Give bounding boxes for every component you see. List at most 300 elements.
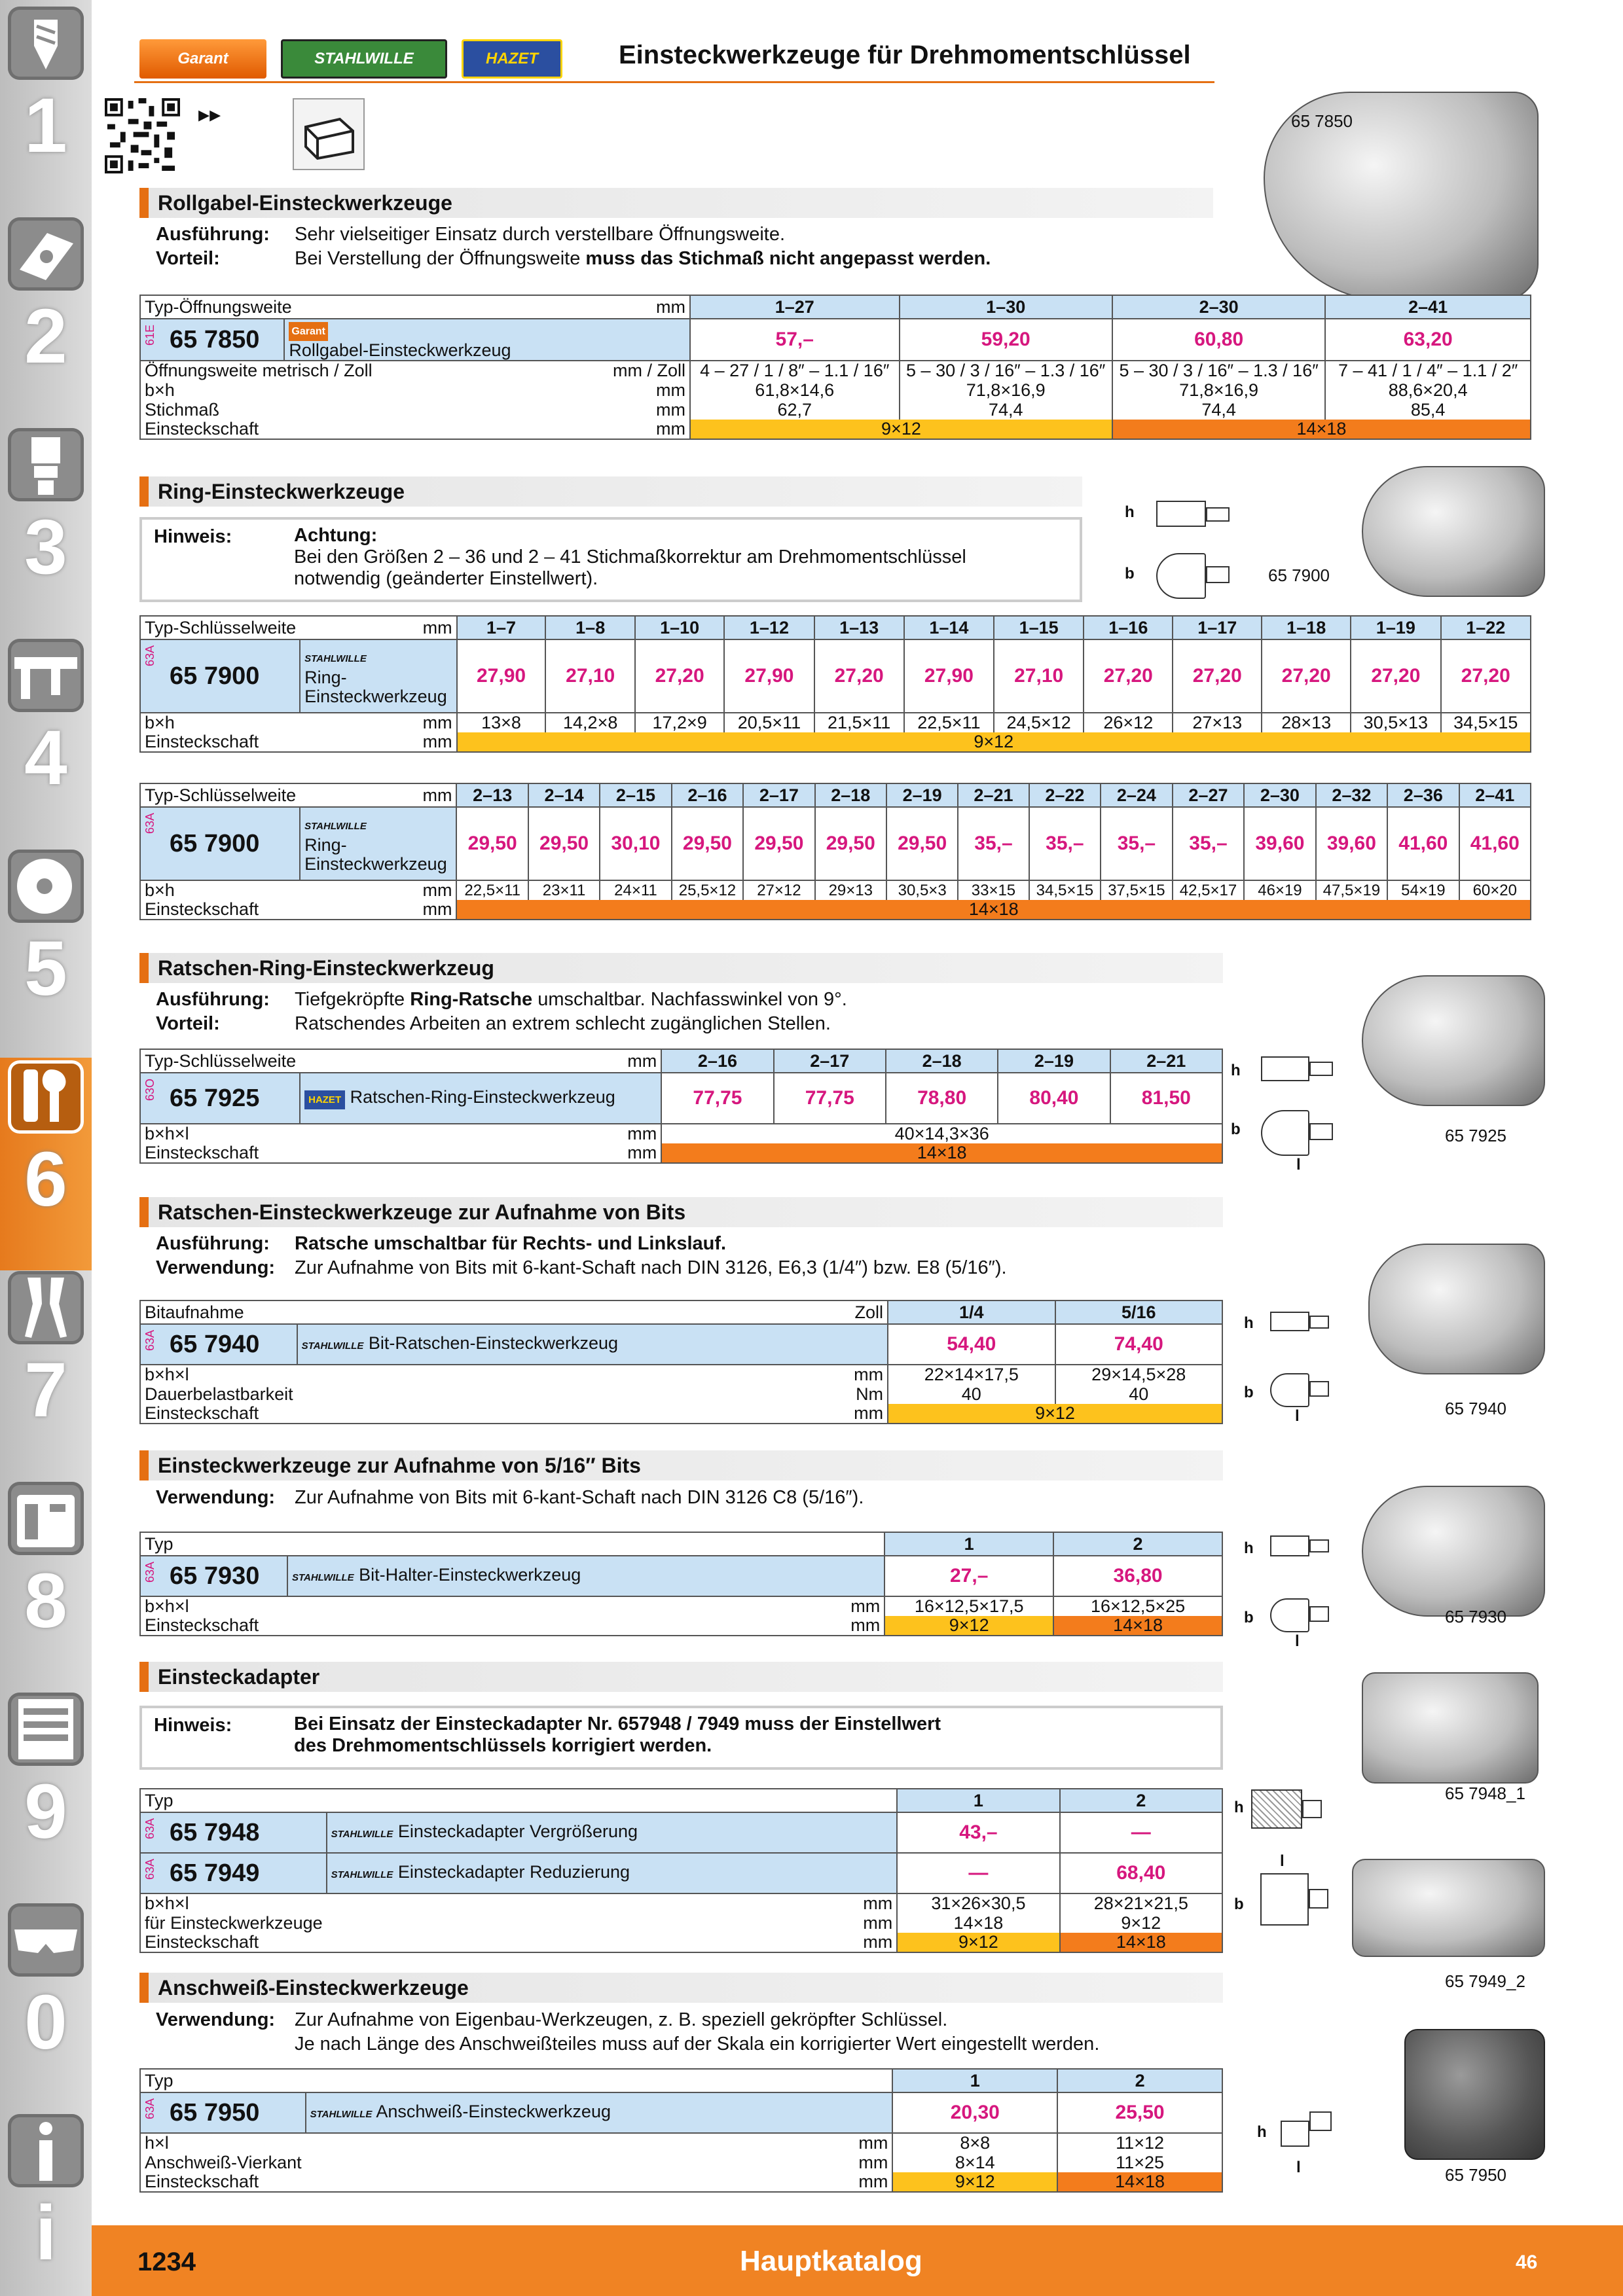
cell: 40 <box>1055 1384 1222 1404</box>
price: 20,30 <box>892 2092 1057 2133</box>
col-header: 2–17 <box>743 783 814 807</box>
chapter-tab-1[interactable] <box>0 4 92 217</box>
brand-logos <box>139 39 562 81</box>
row-label: b×h×l <box>140 1893 327 1913</box>
ausfuehrung-value: umschaltbar. Nachfasswinkel von 9°. <box>532 989 847 1010</box>
cell: 22,5×11 <box>904 713 994 732</box>
header-label: Typ-Öffnungsweite <box>140 295 412 319</box>
spec-lines <box>156 988 847 1036</box>
brand-logo-small: STAHLWILLE <box>310 2108 373 2120</box>
toolbox-icon <box>8 1482 84 1555</box>
row-unit: mm <box>297 1404 888 1424</box>
cell: 30,5×3 <box>886 880 958 900</box>
row-unit: mm <box>327 1933 898 1952</box>
row-label: für Einsteckwerkzeuge <box>140 1913 327 1933</box>
product-name <box>300 639 456 713</box>
section-title-text: Einsteckwerkzeuge zur Aufnahme von 5/16″ Bits <box>158 1453 641 1477</box>
chapter-number: 1 <box>24 82 67 169</box>
row-label: Einsteckschaft <box>140 732 300 752</box>
col-header: 1–12 <box>724 616 814 639</box>
category-code: 63A <box>143 1330 156 1352</box>
row-unit: mm <box>412 420 690 439</box>
product-code <box>140 1556 287 1596</box>
header-label: Typ-Schlüsselweite <box>140 1049 300 1073</box>
price: 77,75 <box>774 1073 886 1124</box>
cell: 23×11 <box>528 880 600 900</box>
row-unit: mm <box>327 1913 898 1933</box>
chapter-number: 6 <box>24 1136 67 1223</box>
row-unit: mm <box>300 1143 661 1163</box>
h-label: h <box>1244 1539 1254 1557</box>
category-code: 63A <box>143 1562 156 1583</box>
section-title <box>139 1973 1223 2003</box>
image-label: 65 7850 <box>1291 111 1353 131</box>
verwendung-value: Je nach Länge des Anschweißteiles muss auf der Skala ein korrigierter Wert eingestellt werden. <box>295 2034 1100 2054</box>
col-header: 1 <box>892 2069 1057 2092</box>
qr-code-icon[interactable] <box>105 98 180 173</box>
wrench-icon <box>8 1060 84 1134</box>
chapter-number: 2 <box>24 293 67 380</box>
price: 57,– <box>690 319 900 361</box>
row-label: b×h <box>140 880 300 900</box>
col-header: 1–8 <box>545 616 634 639</box>
brand-logo-small: STAHLWILLE <box>291 1571 354 1583</box>
hint-line: Bei Einsatz der Einsteckadapter Nr. 657948 / 7949 muss der Einstellwert <box>294 1713 941 1734</box>
verwendung-key: Verwendung: <box>156 2009 276 2030</box>
row-unit: mm <box>300 713 456 732</box>
row-unit: mm <box>287 1596 884 1616</box>
row-unit: mm <box>306 2172 893 2192</box>
row-label: Öffnungsweite metrisch / Zoll <box>140 361 412 380</box>
shaft-cell: 14×18 <box>1112 420 1531 439</box>
category-code: 63A <box>143 1859 156 1880</box>
caliper-icon <box>8 639 84 712</box>
verwendung-key: Verwendung: <box>156 1257 276 1278</box>
square-drive-symbol-icon <box>293 98 365 170</box>
row-label: b×h <box>140 380 412 400</box>
ausfuehrung-key: Ausführung: <box>156 224 270 245</box>
product-code-text: 65 7850 <box>170 325 260 353</box>
row-label: Einsteckschaft <box>140 1143 300 1163</box>
chapter-number: 0 <box>24 1979 67 2066</box>
cell: 31×26×30,5 <box>897 1893 1059 1913</box>
section-title <box>139 1450 1223 1480</box>
product-name-text: Anschweiß-Einsteckwerkzeug <box>376 2101 611 2121</box>
garant-logo: Garant <box>139 39 266 79</box>
product-code-text: 65 7900 <box>170 829 260 857</box>
price: 29,50 <box>672 807 744 880</box>
dimension-diagram-ring <box>1120 494 1250 605</box>
adapter-enlarging-image <box>1362 1672 1539 1784</box>
price: 78,80 <box>886 1073 998 1124</box>
row-unit: mm / Zoll <box>412 361 690 380</box>
hint-key: Hinweis: <box>154 1715 232 1736</box>
page-number: 1234 <box>137 2248 196 2276</box>
row-label: Einsteckschaft <box>140 1404 297 1424</box>
b-label: b <box>1125 565 1135 583</box>
b-label: b <box>1244 1384 1254 1401</box>
price: 63,20 <box>1325 319 1531 361</box>
cell: 62,7 <box>690 400 900 420</box>
shaft-cell: 14×18 <box>456 900 1531 920</box>
l-label: l <box>1280 1852 1285 1870</box>
price: 39,60 <box>1244 807 1315 880</box>
category-code: 63A <box>143 813 156 834</box>
product-code <box>140 319 284 361</box>
col-header: 2–22 <box>1029 783 1101 807</box>
product-table-adapters <box>139 1788 1223 1953</box>
shaft-cell: 14×18 <box>1053 1616 1222 1636</box>
cell: 11×12 <box>1057 2133 1222 2153</box>
ausfuehrung-key: Ausführung: <box>156 989 270 1010</box>
brand-logo-small: STAHLWILLE <box>301 1340 364 1352</box>
price: 27,20 <box>1351 639 1440 713</box>
header-label: Typ <box>140 2069 892 2092</box>
cell: 85,4 <box>1325 400 1531 420</box>
shaft-cell: 14×18 <box>1057 2172 1222 2192</box>
ausfuehrung-emphasis: Ring-Ratsche <box>410 989 533 1010</box>
drill-bit-icon <box>8 7 84 80</box>
row-unit: mm <box>412 400 690 420</box>
header-unit: Zoll <box>297 1300 888 1324</box>
brand-logo-small: HAZET <box>304 1090 345 1109</box>
price: 29,50 <box>886 807 958 880</box>
chapter-tab-3[interactable] <box>0 425 92 638</box>
hint-line: des Drehmomentschlüssels korrigiert werden. <box>294 1735 712 1756</box>
spec-lines <box>156 1232 1007 1280</box>
col-header: 1–30 <box>900 295 1112 319</box>
category-code: 63A <box>143 645 156 667</box>
cell: 22,5×11 <box>456 880 528 900</box>
chapter-number: 9 <box>24 1768 67 1855</box>
product-name <box>327 1853 898 1893</box>
price: 27,20 <box>1084 639 1173 713</box>
row-label: h×l <box>140 2133 306 2153</box>
cell: 24×11 <box>600 880 671 900</box>
chapter-tab-8[interactable] <box>0 1479 92 1692</box>
nav-arrows-icon[interactable]: ▸▸ <box>198 102 221 127</box>
product-table-657850 <box>139 295 1531 440</box>
ausfuehrung-value: Sehr vielseitiger Einsatz durch verstellbare Öffnungsweite. <box>295 224 786 245</box>
hint-line: Bei den Größen 2 – 36 und 2 – 41 Stichmaßkorrektur am Drehmomentschlüssel <box>294 547 966 567</box>
col-header: 2–30 <box>1244 783 1315 807</box>
price: 68,40 <box>1060 1853 1222 1893</box>
chapter-number: 5 <box>24 925 67 1012</box>
cell: 16×12,5×17,5 <box>884 1596 1053 1616</box>
price: 27,20 <box>1441 639 1531 713</box>
dimension-diagram-bit-holder <box>1244 1525 1349 1656</box>
weld-on-tool-image <box>1404 2029 1545 2160</box>
cell: 40 <box>888 1384 1055 1404</box>
chapter-number: 7 <box>24 1347 67 1433</box>
chapter-tab-9[interactable] <box>0 1690 92 1903</box>
cell: 20,5×11 <box>724 713 814 732</box>
cell: 16×12,5×25 <box>1053 1596 1222 1616</box>
header-unit: mm <box>412 295 690 319</box>
section-title-text: Ratschen-Ring-Einsteckwerkzeug <box>158 956 494 980</box>
product-code-text: 65 7925 <box>170 1084 260 1112</box>
chapter-tab-0[interactable] <box>0 1901 92 2113</box>
cell: 14,2×8 <box>545 713 634 732</box>
cell: 17,2×9 <box>635 713 724 732</box>
row-label: Einsteckschaft <box>140 900 300 920</box>
chapter-tab-i[interactable] <box>0 2111 92 2296</box>
section-title-text: Ring-Einsteckwerkzeuge <box>158 479 405 503</box>
ausfuehrung-value: Tiefgekröpfte <box>295 989 410 1010</box>
product-name <box>284 319 690 361</box>
vorteil-value: Ratschendes Arbeiten an extrem schlecht zugänglichen Stellen. <box>295 1013 831 1034</box>
row-label: Anschweiß-Vierkant <box>140 2153 306 2172</box>
chapter-tab-7[interactable] <box>0 1268 92 1481</box>
chapter-tab-2[interactable] <box>0 215 92 427</box>
cell: 25,5×12 <box>672 880 744 900</box>
safety-glasses-icon <box>8 1903 84 1977</box>
cell: 47,5×19 <box>1316 880 1388 900</box>
row-label: Einsteckschaft <box>140 1933 327 1952</box>
price: 27,20 <box>814 639 904 713</box>
product-name <box>300 1073 661 1124</box>
col-header: 2–32 <box>1316 783 1388 807</box>
col-header: 2–13 <box>456 783 528 807</box>
header-label: Typ-Schlüsselweite <box>140 616 300 639</box>
product-name <box>306 2092 893 2133</box>
col-header: 5/16 <box>1055 1300 1222 1324</box>
price: 29,50 <box>528 807 600 880</box>
product-code-text: 65 7900 <box>170 662 260 690</box>
col-header: 2–18 <box>815 783 886 807</box>
shaft-cell: 9×12 <box>892 2172 1057 2192</box>
section-title <box>139 476 1082 507</box>
col-header: 2–21 <box>1110 1049 1222 1073</box>
h-label: h <box>1257 2123 1267 2141</box>
brand-logo-small: STAHLWILLE <box>304 653 367 664</box>
row-label: Dauerbelastbarkeit <box>140 1384 297 1404</box>
cell: 7 – 41 / 1 / 4″ – 1.1 / 2″ <box>1325 361 1531 380</box>
product-name-text: Rollgabel-Einsteckwerkzeug <box>289 340 511 360</box>
col-header: 1–10 <box>635 616 724 639</box>
l-label: l <box>1296 1156 1301 1174</box>
product-name-text: Einsteckadapter Vergrößerung <box>397 1821 638 1841</box>
chapter-number: 4 <box>24 715 67 801</box>
tool-cabinet-icon <box>8 1693 84 1766</box>
chapter-tab-5[interactable] <box>0 847 92 1060</box>
cell: 34,5×15 <box>1029 880 1101 900</box>
hint-line: notwendig (geänderter Einstellwert). <box>294 568 598 589</box>
b-label: b <box>1231 1121 1241 1138</box>
product-code-text: 65 7949 <box>170 1859 260 1887</box>
l-label: l <box>1296 2159 1301 2176</box>
cell: 11×25 <box>1057 2153 1222 2172</box>
h-label: h <box>1244 1314 1254 1332</box>
h-label: h <box>1234 1799 1244 1816</box>
product-code <box>140 1324 297 1365</box>
cell: 24,5×12 <box>994 713 1084 732</box>
adapter-reducing-image <box>1352 1859 1545 1957</box>
shaft-cell: 9×12 <box>897 1933 1059 1952</box>
stahlwille-logo: STAHLWILLE <box>281 39 447 79</box>
section-title-text: Rollgabel-Einsteckwerkzeuge <box>158 190 452 215</box>
dimension-diagram-weld-on <box>1257 2094 1349 2186</box>
pliers-icon <box>8 1271 84 1344</box>
row-unit: mm <box>287 1616 884 1636</box>
cell: 37,5×15 <box>1101 880 1173 900</box>
vorteil-key: Vorteil: <box>156 1013 220 1034</box>
section-title-text: Ratschen-Einsteckwerkzeuge zur Aufnahme von Bits <box>158 1200 686 1224</box>
product-table-657900-a <box>139 615 1531 753</box>
col-header: 2–19 <box>886 783 958 807</box>
image-label: 65 7950 <box>1445 2165 1506 2185</box>
cell: 29×14,5×28 <box>1055 1365 1222 1384</box>
row-label: b×h×l <box>140 1365 297 1384</box>
vorteil-value: Bei Verstellung der Öffnungsweite <box>295 248 586 269</box>
row-unit: mm <box>306 2153 893 2172</box>
product-table-657925 <box>139 1049 1223 1164</box>
info-icon <box>8 2114 84 2187</box>
product-name-text: Ratschen-Ring-Einsteckwerkzeug <box>350 1086 615 1107</box>
ratchet-ring-wrench-image <box>1362 975 1545 1106</box>
cell: 8×14 <box>892 2153 1057 2172</box>
section-title <box>139 1662 1223 1692</box>
shaft-cell: 9×12 <box>690 420 1112 439</box>
h-label: h <box>1125 503 1135 521</box>
l-label: l <box>1295 1407 1300 1425</box>
verwendung-value: Zur Aufnahme von Bits mit 6-kant-Schaft nach DIN 3126 C8 (5/16″). <box>295 1487 864 1508</box>
col-header: 1 <box>897 1789 1059 1812</box>
brand-logo-small: STAHLWILLE <box>304 820 367 832</box>
price: 27,10 <box>994 639 1084 713</box>
header-unit: mm <box>300 783 456 807</box>
col-header: 2–19 <box>998 1049 1110 1073</box>
col-header: 2–18 <box>886 1049 998 1073</box>
row-unit: mm <box>327 1893 898 1913</box>
bit-ratchet-image <box>1368 1244 1545 1374</box>
price: 41,60 <box>1387 807 1459 880</box>
col-header: 1–27 <box>690 295 900 319</box>
cell: 60×20 <box>1459 880 1531 900</box>
row-unit: mm <box>300 1124 661 1143</box>
product-code <box>140 1073 300 1124</box>
page-index: 46 <box>1516 2251 1538 2273</box>
chapter-number: i <box>35 2190 57 2276</box>
col-header: 2–36 <box>1387 783 1459 807</box>
row-unit: mm <box>412 380 690 400</box>
product-code <box>140 639 300 713</box>
price: 27,20 <box>635 639 724 713</box>
row-unit: Nm <box>297 1384 888 1404</box>
col-header: 2–41 <box>1459 783 1531 807</box>
product-name <box>300 807 456 880</box>
shaft-cell: 9×12 <box>888 1404 1222 1424</box>
price: — <box>897 1853 1059 1893</box>
price: 60,80 <box>1112 319 1325 361</box>
col-header: 2–27 <box>1173 783 1245 807</box>
bit-holder-image <box>1362 1486 1545 1617</box>
product-name-text: Einsteckadapter Reduzierung <box>397 1861 630 1882</box>
chapter-number: 3 <box>24 504 67 590</box>
header-rule <box>134 81 1214 83</box>
cell: 29×13 <box>815 880 886 900</box>
row-label: b×h×l <box>140 1124 300 1143</box>
shaft-cell: 14×18 <box>1060 1933 1222 1952</box>
catalog-name: Hauptkatalog <box>740 2245 922 2277</box>
image-label: 65 7949_2 <box>1445 1971 1525 1991</box>
col-header: 2–24 <box>1101 783 1173 807</box>
col-header: 2–14 <box>528 783 600 807</box>
product-name-text: Bit-Halter-Einsteckwerkzeug <box>359 1564 581 1585</box>
cell: 40×14,3×36 <box>661 1124 1222 1143</box>
chapter-tab-6[interactable] <box>0 1058 92 1270</box>
vorteil-emphasis: muss das Stichmaß nicht angepasst werden. <box>585 248 991 269</box>
ring-wrench-image <box>1362 466 1545 597</box>
price: 27,20 <box>1173 639 1262 713</box>
cell: 21,5×11 <box>814 713 904 732</box>
milling-insert-icon <box>8 217 84 291</box>
col-header: 1/4 <box>888 1300 1055 1324</box>
price: 27,90 <box>457 639 546 713</box>
dimension-diagram-adapter <box>1234 1780 1339 1937</box>
dimension-diagram-ratchet-ring <box>1231 1047 1349 1178</box>
price: 43,– <box>897 1812 1059 1853</box>
product-code <box>140 1812 327 1853</box>
cell: 5 – 30 / 3 / 16″ – 1.3 / 16″ <box>1112 361 1325 380</box>
h-label: h <box>1231 1062 1241 1079</box>
col-header: 2–21 <box>958 783 1029 807</box>
header-label: Typ-Schlüsselweite <box>140 783 300 807</box>
col-header: 1–18 <box>1262 616 1351 639</box>
row-label: b×h <box>140 713 300 732</box>
price: 27,– <box>884 1556 1053 1596</box>
cell: 8×8 <box>892 2133 1057 2153</box>
verwendung-value: Zur Aufnahme von Eigenbau-Werkzeugen, z. B. speziell gekröpfter Schlüssel. <box>295 2009 948 2030</box>
price: 80,40 <box>998 1073 1110 1124</box>
spec-lines <box>156 1486 864 1510</box>
col-header: 2–17 <box>774 1049 886 1073</box>
col-header: 1–16 <box>1084 616 1173 639</box>
spec-lines <box>156 223 991 271</box>
image-label: 65 7900 <box>1268 565 1330 585</box>
price: 29,50 <box>815 807 886 880</box>
category-code: 63A <box>143 2098 156 2120</box>
cell: 46×19 <box>1244 880 1315 900</box>
grinding-disc-icon <box>8 850 84 923</box>
brand-logo-small: Garant <box>289 322 328 341</box>
row-unit: mm <box>300 732 456 752</box>
product-table-657940 <box>139 1300 1223 1424</box>
page-footer <box>92 2225 1623 2296</box>
col-header: 1–13 <box>814 616 904 639</box>
price: 27,90 <box>724 639 814 713</box>
col-header: 2–16 <box>672 783 744 807</box>
cell: 28×13 <box>1262 713 1351 732</box>
col-header: 1 <box>884 1532 1053 1556</box>
row-unit: mm <box>297 1365 888 1384</box>
image-label: 65 7940 <box>1445 1399 1506 1418</box>
product-table-657930 <box>139 1532 1223 1636</box>
image-label: 65 7948_1 <box>1445 1784 1525 1803</box>
section-title-text: Anschweiß-Einsteckwerkzeuge <box>158 1975 469 2000</box>
ausfuehrung-key: Ausführung: <box>156 1233 270 1254</box>
cell: 74,4 <box>1112 400 1325 420</box>
row-label: Stichmaß <box>140 400 412 420</box>
brand-logo-small: STAHLWILLE <box>331 1828 393 1840</box>
b-label: b <box>1244 1609 1254 1626</box>
page-title: Einsteckwerkzeuge für Drehmomentschlüssel <box>619 41 1191 69</box>
chapter-tab-4[interactable] <box>0 636 92 849</box>
cell: 88,6×20,4 <box>1325 380 1531 400</box>
product-code <box>140 807 300 880</box>
price: 41,60 <box>1459 807 1531 880</box>
col-header: 1–17 <box>1173 616 1262 639</box>
